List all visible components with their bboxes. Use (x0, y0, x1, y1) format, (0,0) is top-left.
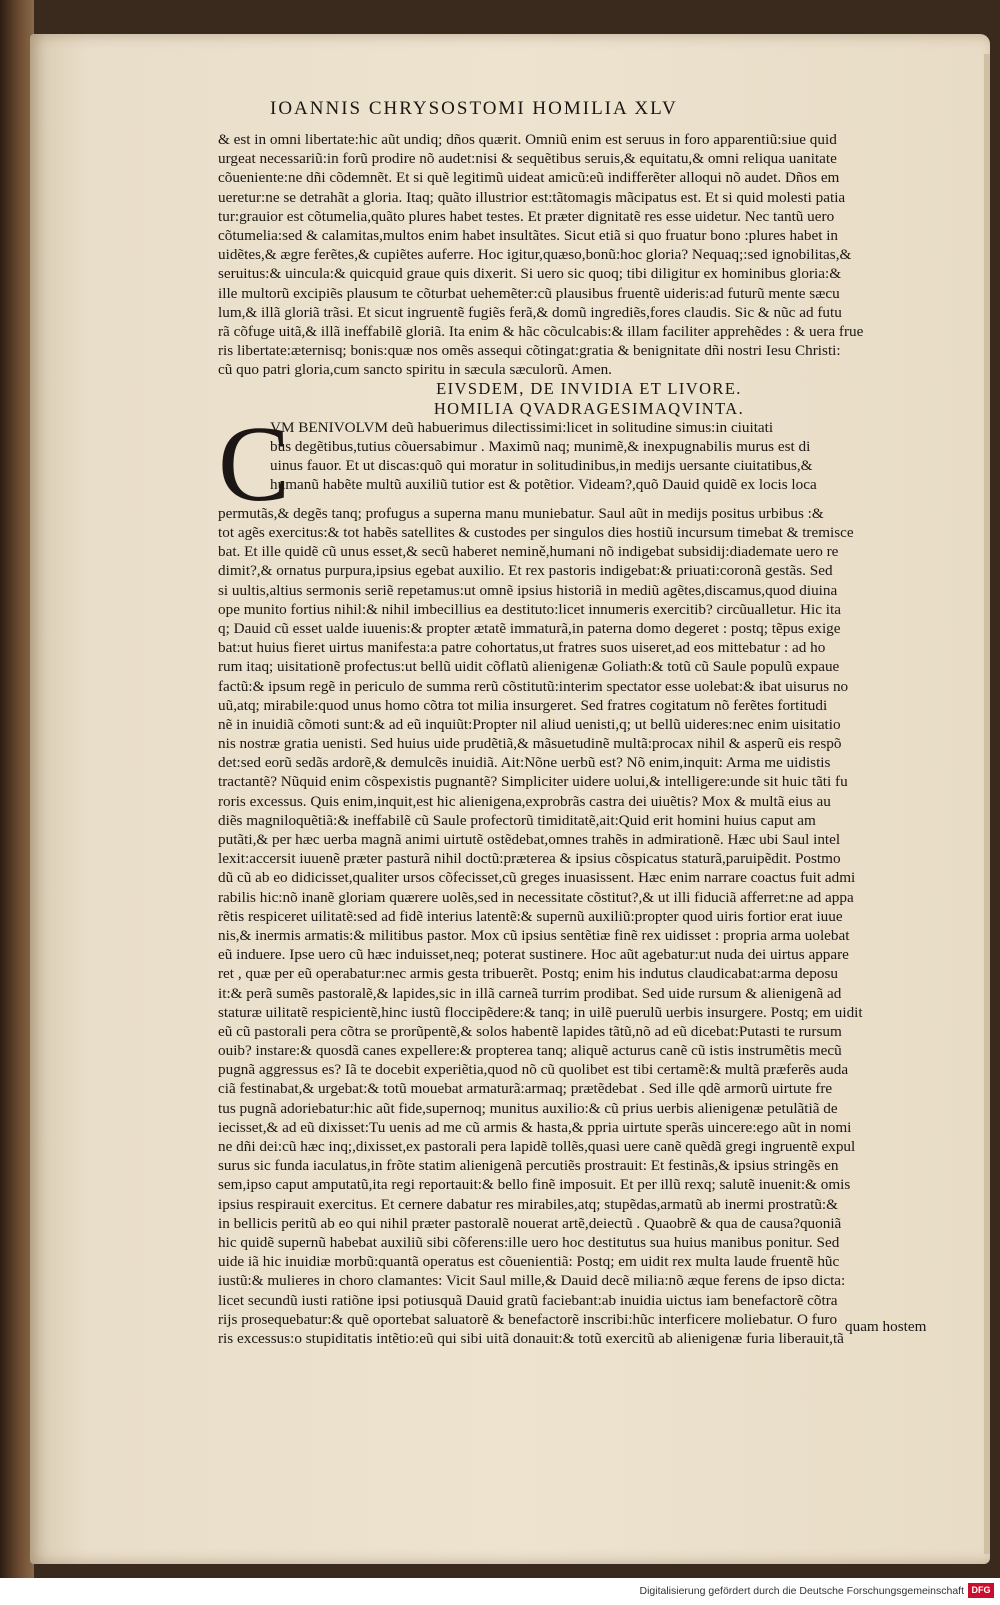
text-line: cõueniente:ne dñi cõdemnẽt. Et si quẽ legitimũ uideat amicũ:eũ indifferẽter alloqui nõ audet. Dños em (218, 169, 840, 187)
text-line: rã cõfuge uitã,& illã ineffabilẽ gloriã. Ita enim & hãc cõculcabis:& illam faciliter apprehẽdes : & uera frue (218, 322, 864, 340)
footer-credit: Digitalisierung gefördert durch die Deutsche Forschungsgemeinschaft (639, 1585, 964, 1597)
drop-cap-lines (218, 418, 960, 495)
text-line: urgeat necessariũ:in forũ prodire nõ audet:nisi & sequẽtibus seruis,& equitatu,& omni reliqua uanitate (218, 150, 837, 168)
text-line: eũ induere. Ipse uero cũ hæc induisset,neq; poterat sustinere. Hoc aũt agebatur:ut nuda dei uirtus appare (218, 946, 849, 964)
text-line: cõtumelia:sed & calamitas,multos enim habet insultãtes. Sicut etiã si quo fruatur bono :plures habet in (218, 226, 839, 244)
text-line: ris excessus:o stupiditatis intẽtio:eũ qui sibi uitã donauit:& totũ exercitũ ab alienigenæ furia liberauit,tã (218, 1329, 844, 1347)
text-line: staturæ uilitatẽ respicientẽ,hinc iustũ floccipẽdere:& tanq; in uilẽ puerulũ uerbis insurgere. Postq; em uidit (218, 1003, 863, 1021)
text-line: tur:grauior est cõtumelia,quãto plures habet testes. Et præter dignitatẽ res esse uidetur. Nec tantũ uero (218, 207, 835, 225)
text-line: ope munito fortius nihil:& nihil imbecillius ea destituto:licet innumeris exercitib? circũualletur. Hic ita (218, 600, 841, 618)
text-line: & est in omni libertate:hic aũt undiq; dños quærit. Omniũ enim est seruus in foro apparentiũ:siue quid (218, 131, 837, 148)
text-line: sem,ipso caput amputatũ,ita regi reportauit:& bello finẽ imposuit. Et per illũ rexq; salutẽ inuenit:& omis (218, 1176, 851, 1194)
text-line: rijs prosequebatur:& quẽ oportebat saluatorẽ & benefactorẽ inscribi:hũc interficere moliebatur. O furo (218, 1310, 838, 1328)
text-line: ueretur:ne se detrahãt a gloria. Itaq; quãto illustrior est:tãtomagis mãcipatus est. Et si quid molesti patia (218, 188, 846, 206)
text-line: cũ quo patri gloria,cum sancto spiritu in sæcula sæculorũ. Amen. (218, 361, 612, 379)
text-line: pugnã aggressus es? Iã te docebit experiẽtia,quod nõ cũ quolibet est tibi certamẽ:& multã præferẽs auda (218, 1061, 849, 1079)
text-line: it:& perã sumẽs pastoralẽ,& lapides,sic in illã carneã turrim prodibat. Sed uide rursum & alienigenã ad (218, 984, 842, 1002)
text-line: permutãs,& degẽs tanq; profugus a superna manu muniebatur. Saul aũt in medijs positus urbibus :& (218, 504, 824, 522)
homily-title: HOMILIA QVADRAGESIMAQVINTA. (433, 398, 745, 418)
text-line: tot agẽs exercitus:& tot habẽs satellites & custodes per singulos dies hostiũ incursum timebat & tremisce (218, 524, 854, 541)
text-line: tus pugnã adoriebatur:hic aũt fide,supernoq; munitus auxilio:& cũ prius uerbis alienigenæ petulãtiã de (218, 1099, 838, 1117)
text-line: lum,& illã gloriã trãsi. Et sicut ingruentẽ fugiẽs ferã,& domũ ingrediẽs,fores claudis. Sic & nũc ad futu (218, 303, 842, 321)
text-line: det:sed eorũ sedãs ardorẽ,& demulcẽs inuidiã. Ait:Nõne uerbũ est? Nõ enim,inquit: Arma me uidistis (218, 754, 831, 772)
section-heading: EIVSDEM, DE INVIDIA ET LIVORE. (436, 379, 742, 399)
text-line: nis nostræ gratia uenisti. Sed huius uide prudẽtiã,& mãsuetudinẽ multã:procax nihil & asperũ eis respõ (218, 735, 842, 753)
text-line: roris excessus. Quis enim,inquit,est hic alienigena,exprobrãs castra dei uiuẽtis? Mox & multã eius au (218, 792, 831, 810)
drop-cap: C (218, 404, 291, 524)
text-line: uidẽtes,& ægre ferẽtes,& cupiẽtes auferre. Hoc igitur,quæso,bonũ:hoc gloria? Nequaq;:sed ignobilitas,& (218, 246, 852, 264)
text-line: uide iã hic inuidiæ morbũ:quantã operatus est cõuenientiã: Postq; em uidit rex multa laude fruentẽ hũc (218, 1253, 840, 1271)
text-line: hic quidẽ supernũ habebat auxiliũ sibi cõferens:ille uero hoc destitutus sua huius manibus ponitur. Sed (218, 1233, 840, 1251)
text-line: ciã festinabat,& urgebat:& totũ mouebat armaturã:armaq; prætẽdebat . Sed ille qdẽ armorũ uirtute fre (218, 1080, 833, 1098)
page-edge (984, 54, 990, 1554)
text-line: eũ cũ pastorali pera cõtra se prorũpentẽ,& solos habentẽ lapides tãtũ,nõ ad eũ dicebat:Putasti te rursum (218, 1022, 842, 1040)
text-line: lexit:accersit iuuenẽ præter pasturã nihil doctũ:præterea & ipsius cõspicatus staturã,paruipẽdit. Postmo (218, 850, 841, 868)
text-line: rum itaq; uisitationẽ profectus:ut bellũ uidit cõflatũ alienigenæ Goliath:& totũ cũ Saule populũ expaue (218, 658, 840, 676)
text-line: iecisset,& ad eũ dixisset:Tu uenis ad me cũ armis & hasta,& ppria uirtute sperãs uincere:ego aũt in nomi (218, 1118, 852, 1136)
text-line: putãti,& per hæc uerba magnã animi uirtutẽ ostẽdebat,omnes trahẽs in admirationẽ. Hæc ubi Saul intel (218, 831, 841, 848)
book-spine (0, 0, 34, 1578)
text-block-end-of-homily (218, 130, 960, 379)
text-line: ris libertate:æternisq; bonis:quæ nos omẽs assequi cõtingat:gratia & benignitate dñi nostri Iesu Christi: (218, 342, 841, 360)
text-line: bus degẽtibus,tutius cõuersabimur . Maximũ naq; munimẽ,& inexpugnabilis murus est di (270, 438, 811, 455)
text-line: factũ:& ipsum regẽ in periculo de summa rerũ cõstitutũ:interim spectator esse uolebat:& ibat uisurus no (218, 677, 849, 695)
text-line: surus sic funda iaculatus,in frõte statim alienigenã percutiẽs prostrauit: Et festinãs,& ipsius stringẽs en (218, 1157, 839, 1175)
text-line: diẽs magniloquẽtiã:& ineffabilẽ cũ Saule profectorũ timiditatẽ,ait:Quid erit homini huius caput am (218, 811, 816, 829)
text-line: nẽ in inuidiã cõmoti sunt:& ad eũ inquiũt:Propter nil aliud uenisti,q; ut bellũ uideres:nec enim uisitatio (218, 715, 841, 733)
footer-bar (0, 1578, 1000, 1605)
text-line: ouib? instare:& quosdã canes expellere:& propterea tanq; aliquẽ acturus canẽ cũ istis instrumẽtis mecũ (218, 1042, 842, 1060)
text-line: humanũ habẽte multũ auxiliũ tutior est & potẽtior. Videam?,quõ Dauid quidẽ ex locis loca (270, 476, 817, 494)
text-line: q; Dauid cũ esset ualde iuuenis:& propter ætatẽ immaturã,in paterna domo degeret : postq; tẽpus exige (218, 619, 841, 637)
text-line: nis,& inermis armatis:& militibus pastor. Mox cũ ipsius sentẽtiæ finẽ rex uidisset : propria arma uolebat (218, 926, 850, 944)
dfg-logo-icon: DFG (968, 1583, 994, 1598)
text-line: bat. Et ille quidẽ cũ unus esset,& secũ haberet nemině,humani nõ indigebat subsidij:diademate uero re (218, 543, 839, 561)
text-line: ne dñi dei:cũ hæc inq;,dixisset,ex pastorali pera lapidẽ tollẽs,quasi uere canẽ quẽdã gregi ingruentẽ expul (218, 1138, 856, 1155)
text-line: bat:ut huius fieret uirtus manifesta:a patre cohortatus,ut fratres suos uiseret,ad eos mittebatur : ad ho (218, 639, 826, 657)
text-line: seruitus:& uincula:& quicquid graue quis dixerit. Si uero sic quoq; tibi diligitur ex hominibus gloria:& (218, 265, 842, 283)
text-line: ret , quæ per eũ operabatur:nec armis gesta tribuerẽt. Postq; enim his indutus claudicabat:arma deposu (218, 965, 838, 983)
text-column (218, 130, 960, 1348)
text-line: in bellicis peritũ ab eo qui nihil præter pastoralẽ nouerat artẽ,deiectũ . Quaobrẽ & qua de causa?quoniã (218, 1214, 842, 1232)
text-line: licet secundũ iusti ratiõne ipsi potiusquã Dauid gratũ faciebant:ab inuidia uictus iam benefactorẽ cõtra (218, 1291, 838, 1309)
text-line: uinus fauor. Et ut discas:quõ qui moratur in solitudinibus,in medijs uersante ciuitatibus,& (270, 457, 813, 475)
text-line: ipsius respirauit exercitus. Et cernere dabatur res mirabiles,atq; stupẽdas,armatũ ab inermi prostratũ:& (218, 1195, 838, 1213)
catchword: quam hostem (845, 1318, 927, 1335)
text-line: rabilis hic:nõ inanẽ gloriam quærere uolẽs,sed in necessitate cõstitut?,& ut illi fiduciã afferret:ne ad appa (218, 888, 854, 906)
text-block-homily (218, 504, 960, 1348)
text-line: uũ,atq; mirabile:quod unus homo cõtra tot milia insurgeret. Sed fratres cogitatum nõ ferẽtes fortitudi (218, 696, 828, 714)
text-line: dũ cũ ab eo didicisset,qualiter ursos cõfecisset,cũ greges inuasissent. Hæc enim narrare coactus fuit admi (218, 869, 856, 887)
text-line: si uultis,altius sermonis seriẽ repetamus:ut omnẽ ipsius historiã in mediũ agẽtes,discamus,quod diuina (218, 581, 838, 599)
text-line: VM BENIVOLVM deũ habuerimus dilectissimi:licet in solitudine simus:in ciuitati (270, 418, 774, 436)
running-head: IOANNIS CHRYSOSTOMI HOMILIA XLV (270, 98, 678, 119)
text-line: ille multorũ excipiẽs plausum te cõturbat uehemẽter:cũ plausibus fruentẽ uideris:ad futurũ mente sæcu (218, 284, 840, 302)
text-line: rẽtis respiceret uilitatẽ:sed ad fidẽ interius latentẽ:& supernũ auxiliũ:propter quod uiris fortior erat iuue (218, 907, 843, 925)
text-line: iustũ:& mulieres in choro clamantes: Vicit Saul mille,& Dauid decẽ milia:nõ æque ferens de ipso dicta: (218, 1272, 846, 1290)
text-line: dimit?,& ornatus purpura,ipsius egebat auxilio. Et rex pastoris indigebat:& priuati:coronã gestãs. Sed (218, 562, 833, 580)
text-line: tractantẽ? Nũquid enim cõspexistis pugnantẽ? Simpliciter uidere uolui,& intelligere:unde sit huic tãti fu (218, 773, 848, 791)
